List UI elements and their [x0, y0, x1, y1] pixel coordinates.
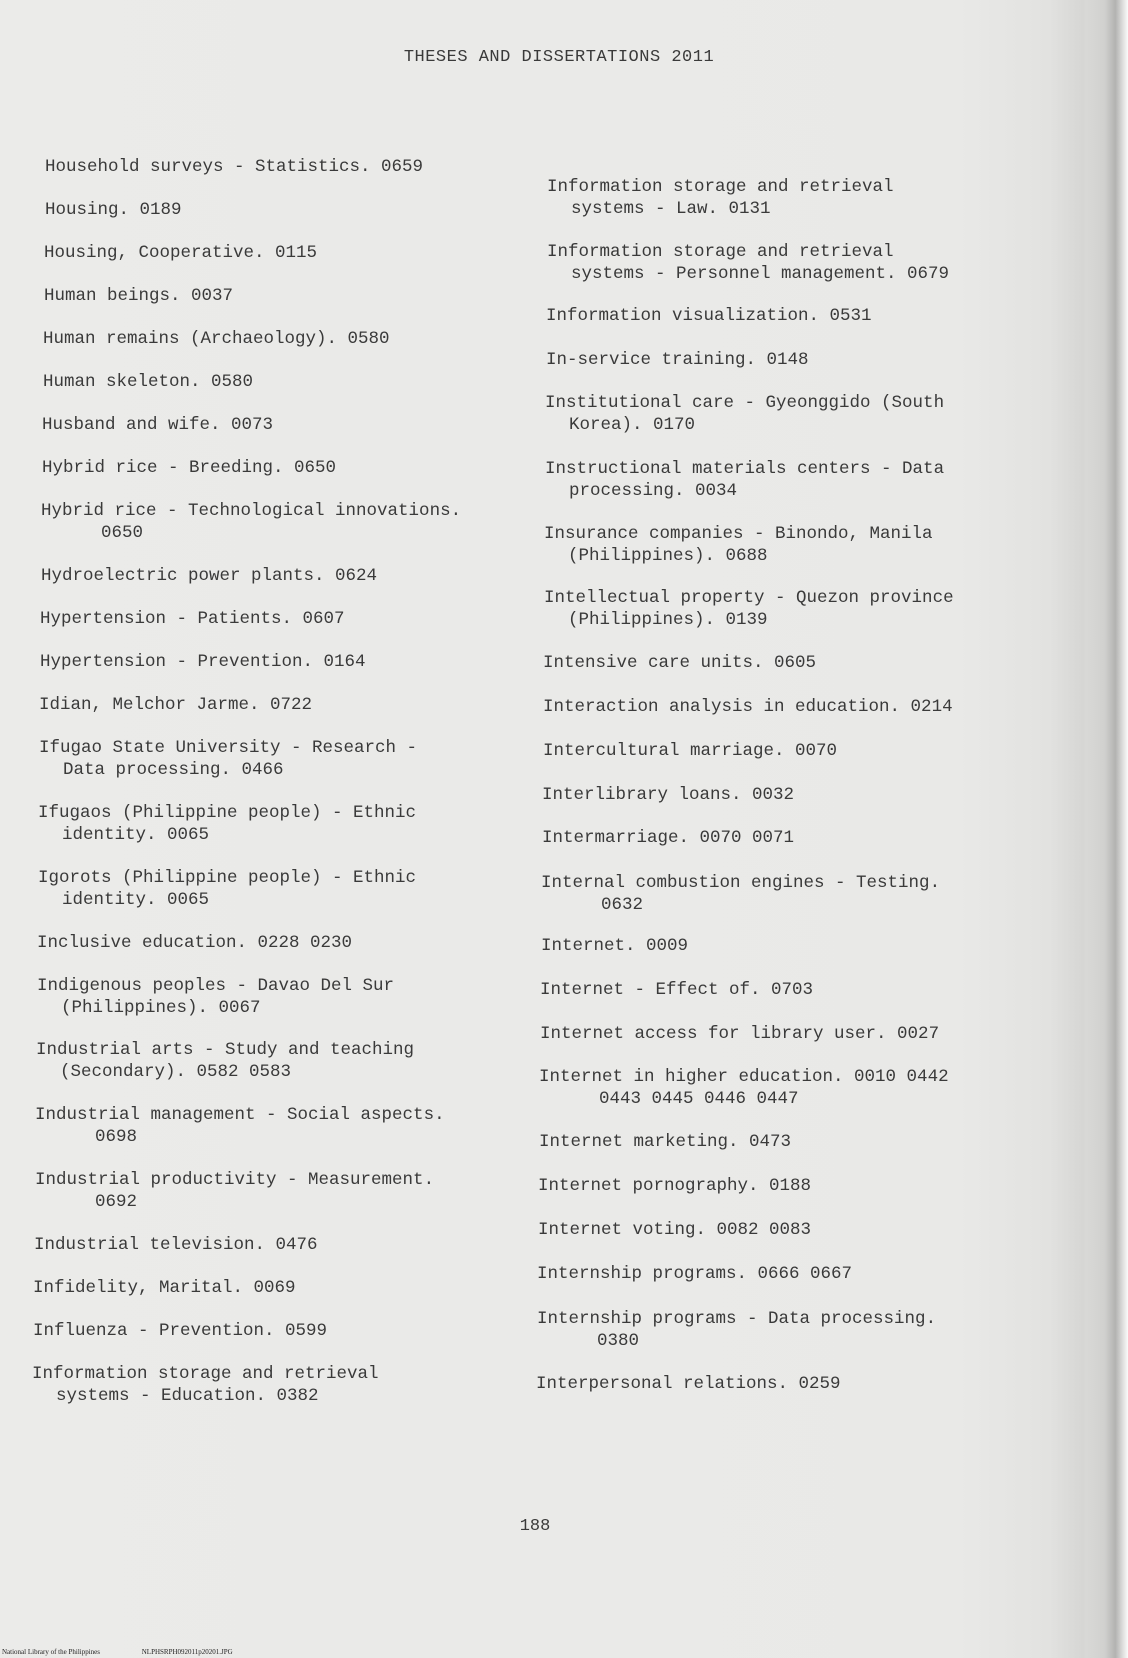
footer-library: National Library of the Philippines [2, 1648, 100, 1656]
entry-heading: Intellectual property - Quezon province [544, 588, 954, 608]
right-index-entry [541, 935, 688, 957]
entry-heading: Insurance companies - Binondo, Manila [544, 524, 933, 544]
right-index-entry [544, 587, 954, 631]
entry-heading: Interpersonal relations. 0259 [536, 1374, 841, 1394]
right-index-entry [545, 458, 944, 502]
left-index-entry [40, 608, 345, 630]
entry-continuation: Data processing. 0466 [63, 760, 284, 780]
right-index-entry [542, 827, 794, 849]
entry-heading: Internet access for library user. 0027 [540, 1024, 940, 1044]
entry-heading: Institutional care - Gyeonggido (South [545, 393, 945, 413]
entry-heading: Interaction analysis in education. 0214 [543, 697, 953, 717]
entry-continuation: 0632 [601, 895, 644, 915]
entry-heading: Intensive care units. 0605 [543, 653, 817, 673]
entry-heading: Industrial arts - Study and teaching [36, 1040, 415, 1060]
entry-heading: Interlibrary loans. 0032 [542, 785, 795, 805]
left-index-entry [41, 565, 377, 587]
entry-heading: Internet. 0009 [541, 936, 689, 956]
entry-continuation: 0650 [101, 523, 144, 543]
entry-continuation: systems - Education. 0382 [56, 1386, 319, 1406]
left-index-entry [39, 737, 417, 781]
entry-heading: Internet pornography. 0188 [538, 1176, 812, 1196]
entry-heading: Hypertension - Patients. 0607 [40, 609, 345, 629]
left-index-entry [42, 414, 273, 436]
left-index-entry [36, 1039, 414, 1083]
right-index-entry [547, 176, 894, 220]
entry-heading: Internet marketing. 0473 [539, 1132, 792, 1152]
left-index-entry [40, 651, 366, 673]
right-index-entry [544, 523, 933, 567]
footer-file-id: NLPHSRPH092011p20201.JPG [141, 1648, 233, 1656]
entry-heading: Industrial television. 0476 [34, 1235, 318, 1255]
scan-footer [2, 1648, 273, 1656]
entry-heading: Internet - Effect of. 0703 [540, 980, 814, 1000]
right-index-entry [539, 1066, 949, 1110]
entry-heading: Intermarriage. 0070 0071 [542, 828, 795, 848]
entry-heading: Influenza - Prevention. 0599 [33, 1321, 328, 1341]
right-index-entry [543, 740, 837, 762]
left-index-entry [43, 328, 390, 350]
page-title: THESES AND DISSERTATIONS 2011 [403, 48, 715, 67]
left-index-entry [45, 199, 182, 221]
right-index-entry [538, 1175, 811, 1197]
left-index-entry [38, 867, 416, 911]
entry-continuation: systems - Personnel management. 0679 [571, 264, 950, 284]
entry-continuation: identity. 0065 [62, 890, 210, 910]
right-index-entry [542, 784, 794, 806]
right-index-entry [536, 1373, 841, 1395]
entry-heading: Household surveys - Statistics. 0659 [45, 157, 424, 177]
entry-heading: Idian, Melchor Jarme. 0722 [39, 695, 313, 715]
entry-heading: Ifugaos (Philippine people) - Ethnic [38, 803, 417, 823]
right-index-entry [540, 979, 813, 1001]
right-index-entry [546, 349, 809, 371]
entry-heading: Internet voting. 0082 0083 [538, 1220, 812, 1240]
entry-heading: Industrial management - Social aspects. [35, 1105, 445, 1125]
entry-heading: Inclusive education. 0228 0230 [37, 933, 353, 953]
entry-heading: Housing. 0189 [45, 200, 182, 220]
right-index-entry [538, 1219, 811, 1241]
left-index-entry [33, 1277, 296, 1299]
right-index-entry [543, 696, 953, 718]
entry-continuation: (Secondary). 0582 0583 [60, 1062, 292, 1082]
entry-heading: Human skeleton. 0580 [43, 372, 254, 392]
entry-heading: Hybrid rice - Breeding. 0650 [42, 458, 337, 478]
page-edge-shadow [1086, 0, 1128, 1658]
right-index-entry [541, 872, 940, 916]
right-index-entry [545, 392, 944, 436]
entry-heading: Information visualization. 0531 [546, 306, 872, 326]
entry-continuation: (Philippines). 0688 [568, 546, 768, 566]
right-index-entry [537, 1308, 936, 1352]
left-index-entry [45, 156, 423, 178]
entry-heading: Industrial productivity - Measurement. [35, 1170, 435, 1190]
entry-heading: Indigenous peoples - Davao Del Sur [37, 976, 395, 996]
left-index-entry [43, 371, 253, 393]
left-index-entry [35, 1104, 445, 1148]
entry-heading: Hybrid rice - Technological innovations. [41, 501, 462, 521]
entry-continuation: systems - Law. 0131 [571, 199, 771, 219]
entry-heading: Human remains (Archaeology). 0580 [43, 329, 390, 349]
entry-heading: Husband and wife. 0073 [42, 415, 274, 435]
entry-heading: Intercultural marriage. 0070 [543, 741, 838, 761]
entry-heading: Information storage and retrieval [547, 242, 894, 262]
right-index-entry [540, 1023, 939, 1045]
left-index-entry [37, 932, 352, 954]
left-index-entry [39, 694, 312, 716]
left-index-entry [33, 1320, 327, 1342]
right-index-entry [539, 1131, 791, 1153]
entry-heading: Hydroelectric power plants. 0624 [41, 566, 378, 586]
entry-heading: Hypertension - Prevention. 0164 [40, 652, 366, 672]
left-index-entry [34, 1234, 318, 1256]
entry-continuation: processing. 0034 [569, 481, 738, 501]
left-index-entry [41, 500, 461, 544]
left-index-entry [35, 1169, 434, 1213]
entry-continuation: (Philippines). 0139 [568, 610, 768, 630]
left-index-entry [32, 1363, 379, 1407]
left-index-entry [42, 457, 336, 479]
entry-heading: Infidelity, Marital. 0069 [33, 1278, 296, 1298]
entry-heading: Ifugao State University - Research - [39, 738, 418, 758]
entry-continuation: identity. 0065 [62, 825, 210, 845]
entry-continuation: 0692 [95, 1192, 138, 1212]
entry-continuation: (Philippines). 0067 [61, 998, 261, 1018]
entry-heading: Information storage and retrieval [547, 177, 894, 197]
entry-heading: Instructional materials centers - Data [545, 459, 945, 479]
right-index-entry [543, 652, 816, 674]
entry-heading: Internet in higher education. 0010 0442 [539, 1067, 949, 1087]
entry-heading: Information storage and retrieval [32, 1364, 379, 1384]
left-index-entry [38, 802, 416, 846]
entry-continuation: 0443 0445 0446 0447 [599, 1089, 799, 1109]
entry-heading: Human beings. 0037 [44, 286, 234, 306]
entry-heading: In-service training. 0148 [546, 350, 809, 370]
right-index-entry [546, 305, 872, 327]
entry-heading: Igorots (Philippine people) - Ethnic [38, 868, 417, 888]
entry-continuation: Korea). 0170 [569, 415, 696, 435]
entry-heading: Housing, Cooperative. 0115 [44, 243, 318, 263]
page-number: 188 [519, 1517, 551, 1536]
right-index-entry [537, 1263, 852, 1285]
entry-heading: Internal combustion engines - Testing. [541, 873, 941, 893]
left-index-entry [44, 242, 317, 264]
left-index-entry [37, 975, 394, 1019]
right-index-entry [547, 241, 949, 285]
entry-heading: Internship programs - Data processing. [537, 1309, 937, 1329]
entry-continuation: 0380 [597, 1331, 640, 1351]
entry-continuation: 0698 [95, 1127, 138, 1147]
left-index-entry [44, 285, 233, 307]
entry-heading: Internship programs. 0666 0667 [537, 1264, 853, 1284]
